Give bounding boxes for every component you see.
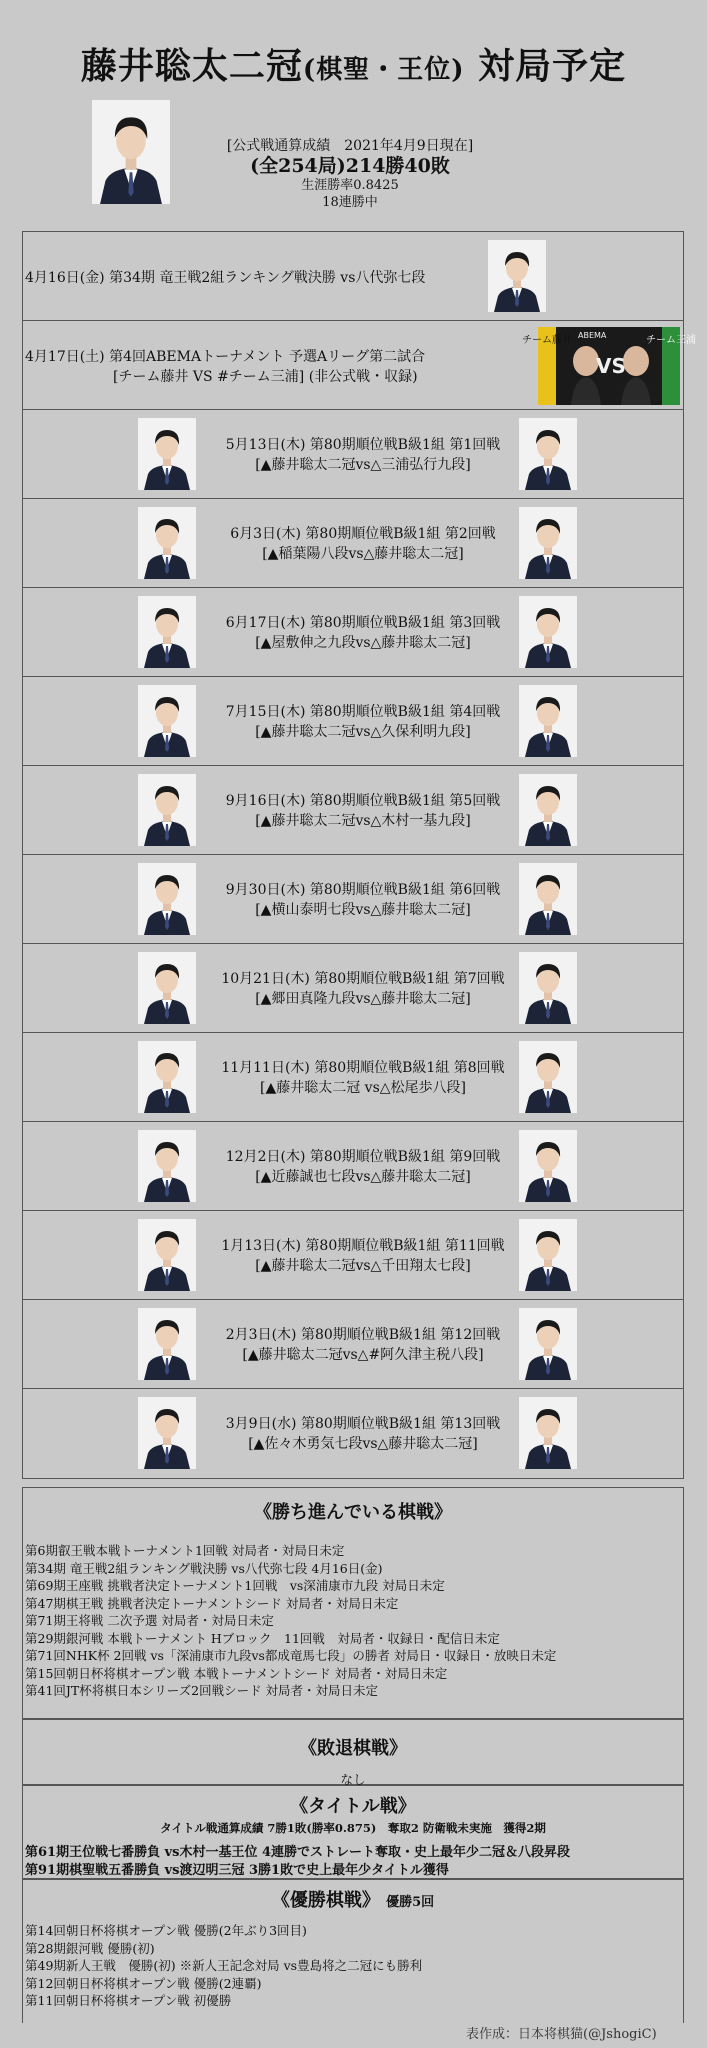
list-item: 第34期 竜王戦2組ランキング戦決勝 vs八代弥七段 4月16日(金)	[25, 1560, 383, 1576]
list-item: 第14回朝日杯将棋オープン戦 優勝(2年ぶり3回目)	[25, 1923, 307, 1938]
list-item: 第11回朝日杯将棋オープン戦 初優勝	[25, 1993, 232, 2008]
advancing-section	[22, 1487, 684, 1719]
schedule-line1: 2月3日(木) 第80期順位戦B級1組 第12回戦	[225, 1327, 501, 1343]
record-date: [公式戦通算成績 2021年4月9日現在]	[226, 138, 474, 154]
player-photo-right	[519, 507, 577, 579]
schedule-row	[23, 1122, 683, 1211]
abema-vs: VS	[596, 354, 626, 378]
defeated-heading: 《敗退棋戦》	[299, 1738, 407, 1759]
player-photo-right	[519, 418, 577, 490]
schedule-row	[23, 1389, 683, 1478]
schedule-row	[23, 1033, 683, 1122]
list-item: 第69期王座戦 挑戦者決定トーナメント1回戦 vs深浦康市九段 対局日未定	[25, 1578, 445, 1593]
schedule-row	[23, 410, 683, 499]
defeated-section	[22, 1719, 684, 1785]
schedule-line2: [▲郷田真隆九段vs△藤井聡太二冠]	[255, 991, 471, 1007]
schedule-line2: [▲藤井聡太二冠 vs△松尾歩八段]	[259, 1080, 466, 1096]
schedule-line2: [▲横山泰明七段vs△藤井聡太二冠]	[255, 902, 471, 918]
player-photo-right	[519, 596, 577, 668]
page-title	[0, 38, 707, 89]
list-item: 第15回朝日杯将棋オープン戦 本戦トーナメントシード 対局者・対局日未定	[25, 1665, 448, 1681]
advancing-list	[23, 1542, 683, 1700]
player-photo-right	[519, 774, 577, 846]
schedule-line2: [▲藤井聡太二冠vs△千田翔太七段]	[255, 1258, 471, 1274]
advancing-heading: 《勝ち進んでいる棋戦》	[254, 1502, 452, 1523]
list-item: 第71回NHK杯 2回戦 vs「深浦康市九段vs都成竜馬七段」の勝者 対局日・収録日・放映日未定	[25, 1648, 557, 1663]
schedule-row	[23, 677, 683, 766]
abema-right-team: チーム三浦	[646, 335, 696, 346]
player-photo-right	[519, 863, 577, 935]
schedule-line2: [▲藤井聡太二冠vs△#阿久津主税八段]	[242, 1347, 484, 1363]
player-photo-right	[519, 1219, 577, 1291]
schedule-line2: [▲藤井聡太二冠vs△三浦弘行九段]	[255, 457, 471, 473]
schedule-row	[23, 944, 683, 1033]
schedule-row	[23, 766, 683, 855]
schedule-line2: [▲屋敷伸之九段vs△藤井聡太二冠]	[255, 635, 471, 651]
list-item: 第49期新人王戦 優勝(初) ※新人王記念対局 vs豊島将之二冠にも勝利	[25, 1958, 423, 1973]
list-item: 第28期銀河戦 優勝(初)	[25, 1940, 155, 1956]
list-item: 第41回JT杯将棋日本シリーズ2回戦シード 対局者・対局日未定	[25, 1683, 379, 1698]
player-photo-right	[519, 1041, 577, 1113]
schedule-line1: 6月17日(木) 第80期順位戦B級1組 第3回戦	[225, 615, 501, 631]
schedule-line1: 4月17日(土) 第4回ABEMAトーナメント 予選Aリーグ第二試合	[25, 349, 426, 365]
schedule-line2: [▲藤井聡太二冠vs△木村一基九段]	[255, 813, 471, 829]
abema-left-team: チーム藤井	[522, 335, 572, 346]
schedule-row	[23, 855, 683, 944]
defeated-text: なし	[340, 1772, 366, 1787]
schedule-line1: 1月13日(木) 第80期順位戦B級1組 第11回戦	[221, 1238, 505, 1254]
credit-text: 表作成：日本将棋猫(@JshogiC)	[466, 2027, 657, 2042]
record-stats	[210, 138, 490, 211]
game-schedule	[22, 231, 696, 1479]
schedule-row	[23, 1300, 683, 1389]
victories-section	[22, 1879, 684, 2023]
player-photo-right	[519, 1130, 577, 1202]
schedule-line1: 3月9日(水) 第80期順位戦B級1組 第13回戦	[225, 1416, 501, 1432]
record-total: (全254局)214勝40敗	[250, 155, 450, 177]
schedule-line1: 7月15日(木) 第80期順位戦B級1組 第4回戦	[225, 704, 501, 720]
record-streak: 18連勝中	[322, 195, 378, 210]
player-photo-right	[519, 685, 577, 757]
schedule-line2: [▲藤井聡太二冠vs△久保利明九段]	[255, 724, 471, 740]
abema-banner-image	[522, 327, 696, 405]
schedule-line2: [チーム藤井 VS #チーム三浦] (非公式戦・収録)	[113, 369, 418, 385]
title-paren: (棋聖・王位)	[302, 55, 465, 85]
player-photo-right	[519, 952, 577, 1024]
schedule-line1: 11月11日(木) 第80期順位戦B級1組 第8回戦	[221, 1060, 505, 1076]
schedule-line2: [▲稲葉陽八段vs△藤井聡太二冠]	[262, 546, 464, 562]
schedule-line1: 12月2日(木) 第80期順位戦B級1組 第9回戦	[225, 1149, 501, 1165]
title-main: 藤井聡太二冠	[80, 45, 303, 87]
title-match-section	[22, 1785, 684, 1879]
victories-list	[23, 1922, 683, 2010]
schedule-row	[23, 232, 683, 321]
list-item: 第6期叡王戦本戦トーナメント1回戦 対局者・対局日未定	[25, 1543, 345, 1558]
schedule-line1: 10月21日(木) 第80期順位戦B級1組 第7回戦	[221, 971, 505, 987]
schedule-row	[23, 321, 696, 410]
list-item: 第61期王位戦七番勝負 vs木村一基王位 4連勝でストレート奪取・史上最年少二冠＆八段昇段	[25, 1845, 571, 1860]
victories-count: 優勝5回	[386, 1895, 435, 1910]
title-match-heading: 《タイトル戦》	[290, 1796, 416, 1817]
schedule-line2: [▲近藤誠也七段vs△藤井聡太二冠]	[255, 1169, 471, 1185]
schedule-row	[23, 499, 683, 588]
player-photo-right	[519, 1308, 577, 1380]
list-item: 第29期銀河戦 本戦トーナメント Hブロック 11回戦 対局者・収録日・配信日未定	[25, 1630, 500, 1646]
player-photo-right	[519, 1397, 577, 1469]
list-item: 第47期棋王戦 挑戦者決定トーナメントシード 対局者・対局日未定	[25, 1595, 399, 1611]
list-item: 第12回朝日杯将棋オープン戦 優勝(2連覇)	[25, 1975, 262, 1991]
schedule-line1: 9月30日(木) 第80期順位戦B級1組 第6回戦	[225, 882, 501, 898]
list-item: 第71期王将戦 二次予選 対局者・対局日未定	[25, 1613, 274, 1628]
schedule-line1: 6月3日(木) 第80期順位戦B級1組 第2回戦	[230, 526, 496, 542]
schedule-row	[23, 1211, 683, 1300]
schedule-line1: 4月16日(金) 第34期 竜王戦2組ランキング戦決勝 vs八代弥七段	[25, 270, 426, 286]
schedule-line1: 5月13日(木) 第80期順位戦B級1組 第1回戦	[225, 437, 501, 453]
title-match-list	[23, 1844, 683, 1880]
victories-heading: 《優勝棋戦》	[271, 1890, 380, 1911]
schedule-line2: [▲佐々木勇気七段vs△藤井聡太二冠]	[248, 1436, 478, 1452]
list-item: 第91期棋聖戦五番勝負 vs渡辺明三冠 3勝1敗で史上最年少タイトル獲得	[25, 1863, 449, 1878]
victories-heading-wrap	[23, 1886, 683, 1912]
hero-portrait-photo	[92, 100, 170, 204]
title-tail: 対局予定	[464, 45, 627, 87]
schedule-row	[23, 588, 683, 677]
schedule-line1: 9月16日(木) 第80期順位戦B級1組 第5回戦	[225, 793, 501, 809]
opponent-photo	[488, 240, 546, 312]
record-rate: 生涯勝率0.8425	[301, 178, 399, 193]
title-match-summary: タイトル戦通算成績 7勝1敗(勝率0.875) 奪取2 防衛戦未実施 獲得2期	[160, 1821, 546, 1835]
abema-logo: ABEMA	[578, 331, 607, 340]
